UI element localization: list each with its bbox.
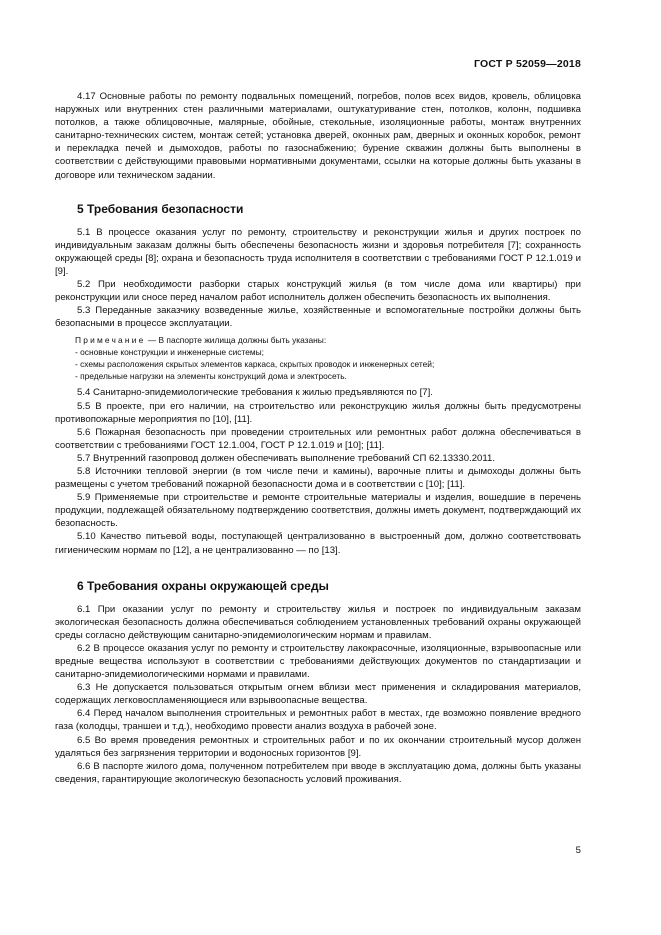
page-content xyxy=(55,90,581,786)
paragraph-5-3: 5.3 Переданные заказчику возведенные жилье, хозяйственные и вспомогательные постройки должны быть безопасными в процессе эксплуатации. xyxy=(55,305,581,330)
note-item: - основные конструкции и инженерные системы; xyxy=(75,347,264,358)
paragraph-5-1: 5.1 В процессе оказания услуг по ремонту, строительству и реконструкции жилья и других построек по индивидуальным заказам должны быть обеспечены безопасность жизни и здоровья потребителя [7]; сохранность окружающей среды [8]; охрана и безопасность труда исполнителя в соответствии с требованиями ГОСТ Р 12.1.019 и [9]. xyxy=(55,226,581,277)
paragraph-6-1: 6.1 При оказании услуг по ремонту и строительству жилья и построек по индивидуальным заказам экологическая безопасность должна обеспечиваться соблюдением установленных требований охраны окружающей среды согласно действующим санитарно-эпидемиологическим нормам и правилам. xyxy=(55,603,581,641)
note-item: - предельные нагрузки на элементы конструкций дома и электросеть. xyxy=(75,371,347,382)
note-block xyxy=(55,334,581,382)
page-number: 5 xyxy=(575,845,581,856)
paragraph-5-6: 5.6 Пожарная безопасность при проведении строительных или ремонтных работ должна обеспечиваться в соответствии с требованиями ГОСТ 12.1.004, ГОСТ Р 12.1.019 и [10]; [11]. xyxy=(55,426,581,451)
paragraph-5-8: 5.8 Источники тепловой энергии (в том числе печи и камины), варочные плиты и дымоходы должны быть размещены с учетом требований пожарной безопасности дома и в соответствии с [10]; [11]. xyxy=(55,465,581,491)
section-5-heading: 5 Требования безопасности xyxy=(77,201,244,216)
paragraph-5-5: 5.5 В проекте, при его наличии, на строительство или реконструкцию жилья должны быть предусмотрены противопожарные мероприятия по [10], [11]. xyxy=(55,400,581,425)
paragraph-4-17: 4.17 Основные работы по ремонту подвальных помещений, погребов, полов всех видов, кровель, облицовка наружных или внутренних стен различными материалами, оштукатуривание стен, потолков, колонн, подшивка потолков, а также облицовочные, малярные, обойные, стекольные, изоляционные работы, монтаж внутренних санитарно-технических систем, монтаж сетей; установка дверей, оконных рам, дверных и оконных коробок, ремонт и перекладка печей и дымоходов, работы по газоснабжению; бурение скважин должны быть выполнены в соответствии с действующими правовыми нормативными документами, ссылки на которые должны быть указаны в договоре или техническом задании. xyxy=(55,91,581,181)
note-text: — В паспорте жилища должны быть указаны: xyxy=(145,335,327,346)
paragraph-5-2: 5.2 При необходимости разборки старых конструкций жилья (в том числе дома или квартиры) при реконструкции или сносе перед началом работ исполнитель должен обеспечить безопасность их выполнения. xyxy=(55,279,581,304)
paragraph-6-3: 6.3 Не допускается пользоваться открытым огнем вблизи мест применения и складирования материалов, содержащих легковоспламеняющиеся или взрывоопасные вещества. xyxy=(55,682,581,707)
section-6-heading: 6 Требования охраны окружающей среды xyxy=(77,578,329,593)
paragraph-5-7: 5.7 Внутренний газопровод должен обеспечивать выполнение требований СП 62.13330.2011. xyxy=(77,452,496,464)
paragraph-5-4: 5.4 Санитарно-эпидемиологические требования к жилью предъявляются по [7]. xyxy=(77,387,433,399)
note-item: - схемы расположения скрытых элементов каркаса, скрытых проводок и инженерных сетей; xyxy=(75,359,435,370)
paragraph-5-9: 5.9 Применяемые при строительстве и ремонте строительные материалы и изделия, вошедшие в перечень продукции, подлежащей обязательному подтверждению соответствия, должны иметь документ, подтверждающий их безопасность. xyxy=(55,492,581,530)
note-heading xyxy=(75,334,581,346)
paragraph-6-4: 6.4 Перед началом выполнения строительных и ремонтных работ в местах, где возможно появление вредного газа (колодцы, траншеи и т.д.), необходимо провести анализ воздуха в рабочей зоне. xyxy=(55,708,581,733)
note-label: Примечание xyxy=(75,335,146,346)
paragraph-6-2: 6.2 В процессе оказания услуг по ремонту и строительству лакокрасочные, изоляционные, взрывоопасные или вредные вещества используют в соответствии с требованиями действующих документов по стандартизации и санитарно-эпидемиологическими нормами и правилами. xyxy=(55,642,581,681)
standard-header: ГОСТ Р 52059—2018 xyxy=(473,58,581,70)
paragraph-6-6: 6.6 В паспорте жилого дома, полученном потребителем при вводе в эксплуатацию дома, должны быть указаны сведения, гарантирующие экологическую безопасность условий проживания. xyxy=(55,760,581,785)
paragraph-6-5: 6.5 Во время проведения ремонтных и строительных работ и по их окончании строительный мусор должен удаляться без загрязнения территории и водоносных горизонтов [9]. xyxy=(55,734,581,759)
paragraph-5-10: 5.10 Качество питьевой воды, поступающей централизованно в выстроенный дом, должно соответствовать гигиеническим нормам по [12], а не централизованно — по [13]. xyxy=(55,531,581,556)
